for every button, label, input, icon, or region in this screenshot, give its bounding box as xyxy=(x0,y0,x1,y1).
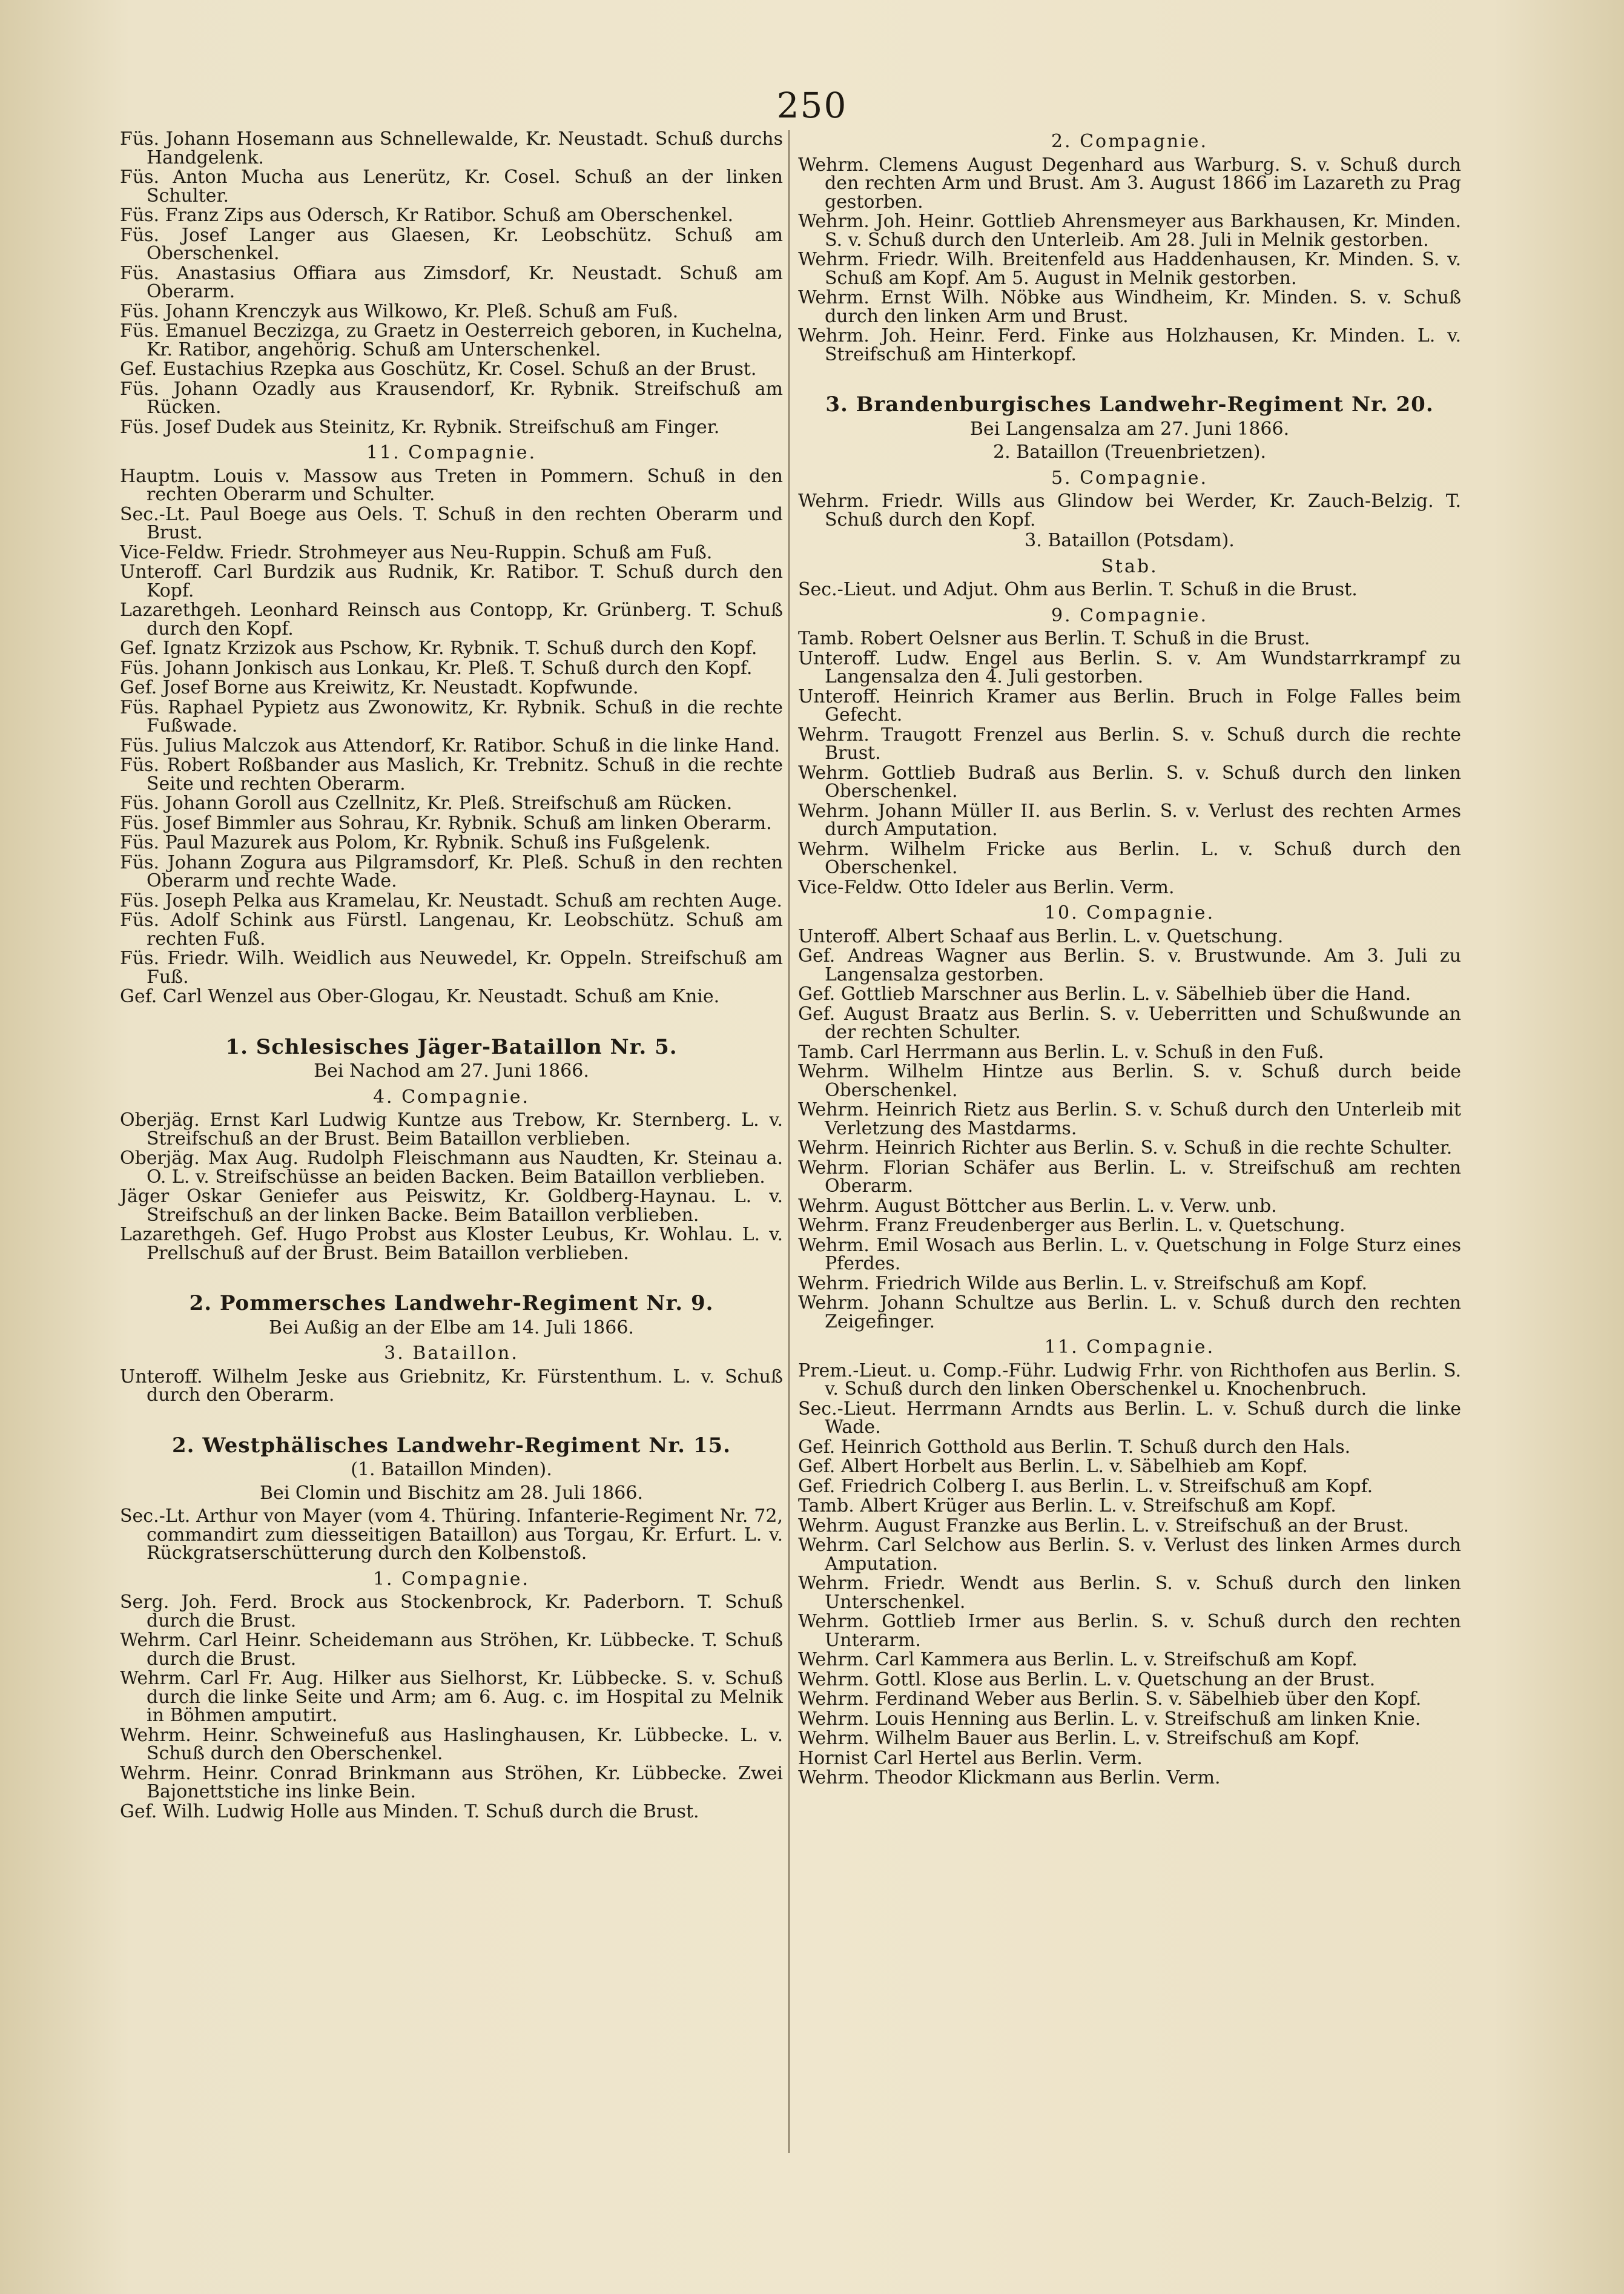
casualty-entry: Tamb. Carl Herrmann aus Berlin. L. v. Schuß in den Fuß. xyxy=(798,1041,1324,1063)
battle-date: Bei Clomin und Bischitz am 28. Juli 1866. xyxy=(259,1482,644,1504)
entry-list xyxy=(120,1507,783,1563)
casualty-entry: Wehrm. Gottlieb Irmer aus Berlin. S. v. Schuß durch den rechten Unterarm. xyxy=(798,1611,1461,1651)
casualty-entry: Wehrm. August Böttcher aus Berlin. L. v. Verw. unb. xyxy=(798,1195,1277,1217)
staff-heading: Stab. xyxy=(1101,555,1158,577)
casualty-entry: Wehrm. Johann Schultze aus Berlin. L. v. Schuß durch den rechten Zeigefinger. xyxy=(798,1292,1461,1332)
casualty-entry: Wehrm. Traugott Frenzel aus Berlin. S. v. Schuß durch die rechte Brust. xyxy=(798,724,1461,764)
casualty-entry: Unteroff. Carl Burdzik aus Rudnik, Kr. Ratibor. T. Schuß durch den Kopf. xyxy=(120,561,783,601)
casualty-entry: Tamb. Albert Krüger aus Berlin. L. v. Streifschuß am Kopf. xyxy=(798,1495,1336,1516)
casualty-entry: Wehrm. Clemens August Degenhard aus Warburg. S. v. Schuß durch den rechten Arm und Brust. Am 3. August 1866 im Lazareth zu Prag gestorben. xyxy=(798,154,1461,213)
casualty-entry: Wehrm. Friedrich Wilde aus Berlin. L. v. Streifschuß am Kopf. xyxy=(798,1272,1368,1294)
casualty-entry: Füs. Johann Hosemann aus Schnellewalde, Kr. Neustadt. Schuß durchs Handgelenk. xyxy=(120,128,783,168)
column-divider xyxy=(788,130,790,2153)
casualty-entry: Wehrm. Joh. Heinr. Ferd. Finke aus Holzhausen, Kr. Minden. L. v. Streifschuß am Hinterkopf. xyxy=(798,325,1461,365)
casualty-entry: Prem.-Lieut. u. Comp.-Führ. Ludwig Frhr. von Richthofen aus Berlin. S. v. Schuß durch den linken Oberschenkel u. Knochenbruch. xyxy=(798,1360,1461,1400)
casualty-entry: Füs. Josef Dudek aus Steinitz, Kr. Rybnik. Streifschuß am Finger. xyxy=(120,416,720,438)
entry-list xyxy=(798,1362,1461,1788)
company-heading: 9. Compagnie. xyxy=(1051,604,1209,626)
entry-list xyxy=(120,465,783,1007)
casualty-entry: Wehrm. Franz Freudenberger aus Berlin. L. v. Quetschung. xyxy=(798,1215,1345,1236)
casualty-entry: Wehrm. Friedr. Wendt aus Berlin. S. v. Schuß durch den linken Unterschenkel. xyxy=(798,1573,1461,1613)
company-heading: 1. Compagnie. xyxy=(372,1568,530,1590)
entry-list xyxy=(120,1593,783,1821)
casualty-entry: Gef. Carl Wenzel aus Ober-Glogau, Kr. Neustadt. Schuß am Knie. xyxy=(120,986,720,1007)
casualty-entry: Füs. Joseph Pelka aus Kramelau, Kr. Neustadt. Schuß am rechten Auge. xyxy=(120,890,782,911)
casualty-entry: Gef. Albert Horbelt aus Berlin. L. v. Säbelhieb am Kopf. xyxy=(798,1456,1308,1477)
casualty-entry: Wehrm. Friedr. Wills aus Glindow bei Werder, Kr. Zauch-Belzig. T. Schuß durch den Kopf. xyxy=(798,491,1461,531)
casualty-entry: Wehrm. Theodor Klickmann aus Berlin. Verm. xyxy=(798,1767,1221,1788)
casualty-entry: Wehrm. Gottl. Klose aus Berlin. L. v. Quetschung an der Brust. xyxy=(798,1668,1376,1690)
casualty-entry: Gef. Gottlieb Marschner aus Berlin. L. v. Säbelhieb über die Hand. xyxy=(798,983,1411,1005)
casualty-entry: Füs. Anastasius Offiara aus Zimsdorf, Kr. Neustadt. Schuß am Oberarm. xyxy=(120,262,783,302)
casualty-entry: Wehrm. Gottlieb Budraß aus Berlin. S. v. Schuß durch den linken Oberschenkel. xyxy=(798,762,1461,802)
casualty-entry: Füs. Paul Mazurek aus Polom, Kr. Rybnik. Schuß ins Fußgelenk. xyxy=(120,832,711,853)
casualty-entry: Wehrm. Louis Henning aus Berlin. L. v. Streifschuß am linken Knie. xyxy=(798,1708,1421,1730)
entry-list xyxy=(798,156,1461,365)
casualty-entry: Unteroff. Albert Schaaf aus Berlin. L. v. Quetschung. xyxy=(798,925,1284,947)
company-heading: 2. Compagnie. xyxy=(1051,131,1209,152)
casualty-entry: Füs. Julius Malczok aus Attendorf, Kr. Ratibor. Schuß in die linke Hand. xyxy=(120,735,781,756)
casualty-entry: Gef. Josef Borne aus Kreiwitz, Kr. Neustadt. Kopfwunde. xyxy=(120,677,639,698)
casualty-entry: Tamb. Robert Oelsner aus Berlin. T. Schuß in die Brust. xyxy=(798,628,1310,649)
casualty-entry: Wehrm. Carl Heinr. Scheidemann aus Ströhen, Kr. Lübbecke. T. Schuß durch die Brust. xyxy=(120,1630,783,1670)
casualty-entry: Wehrm. Friedr. Wilh. Breitenfeld aus Haddenhausen, Kr. Minden. S. v. Schuß am Kopf. Am 5. August in Melnik gestorben. xyxy=(798,249,1461,289)
casualty-entry: Wehrm. Emil Wosach aus Berlin. L. v. Quetschung in Folge Sturz eines Pferdes. xyxy=(798,1234,1461,1274)
casualty-entry: Wehrm. Florian Schäfer aus Berlin. L. v. Streifschuß am rechten Oberarm. xyxy=(798,1157,1461,1197)
casualty-entry: Wehrm. Wilhelm Fricke aus Berlin. L. v. Schuß durch den Oberschenkel. xyxy=(798,838,1461,878)
casualty-entry: Füs. Johann Krenczyk aus Wilkowo, Kr. Pleß. Schuß am Fuß. xyxy=(120,300,679,322)
casualty-entry: Wehrm. August Franzke aus Berlin. L. v. Streifschuß an der Brust. xyxy=(798,1515,1409,1536)
casualty-entry: Füs. Josef Bimmler aus Sohrau, Kr. Rybnik. Schuß am linken Oberarm. xyxy=(120,812,772,834)
casualty-entry: Gef. August Braatz aus Berlin. S. v. Ueberritten und Schußwunde an der rechten Schulter. xyxy=(798,1003,1461,1043)
casualty-entry: Füs. Johann Zogura aus Pilgramsdorf, Kr. Pleß. Schuß in den rechten Oberarm und rechte Wade. xyxy=(120,851,783,891)
entry-list xyxy=(120,1368,783,1405)
casualty-entry: Unteroff. Heinrich Kramer aus Berlin. Bruch in Folge Falles beim Gefecht. xyxy=(798,686,1461,726)
left-column xyxy=(120,130,783,1822)
casualty-entry: Sec.-Lt. Paul Boege aus Oels. T. Schuß in den rechten Oberarm und Brust. xyxy=(120,503,783,543)
casualty-entry: Füs. Johann Ozadly aus Krausendorf, Kr. Rybnik. Streifschuß am Rücken. xyxy=(120,378,783,418)
casualty-entry: Lazarethgeh. Leonhard Reinsch aus Contopp, Kr. Grünberg. T. Schuß durch den Kopf. xyxy=(120,600,783,640)
casualty-entry: Füs. Raphael Pypietz aus Zwonowitz, Kr. Rybnik. Schuß in die rechte Fußwade. xyxy=(120,696,783,736)
casualty-entry: Gef. Andreas Wagner aus Berlin. S. v. Brustwunde. Am 3. Juli zu Langensalza gestorben. xyxy=(798,945,1461,985)
casualty-entry: Unteroff. Ludw. Engel aus Berlin. S. v. Am Wundstarrkrampf zu Langensalza den 4. Juli gestorben. xyxy=(798,647,1461,687)
casualty-entry: Unteroff. Wilhelm Jeske aus Griebnitz, Kr. Fürstenthum. L. v. Schuß durch den Oberarm. xyxy=(120,1366,783,1406)
casualty-entry: Wehrm. Heinrich Rietz aus Berlin. S. v. Schuß durch den Unterleib mit Verletzung des Mastdarms. xyxy=(798,1099,1461,1139)
entry-list xyxy=(798,925,1461,1332)
casualty-entry: Füs. Emanuel Beczizga, zu Graetz in Oesterreich geboren, in Kuchelna, Kr. Ratibor, angehörig. Schuß am Unterschenkel. xyxy=(120,320,783,360)
right-column xyxy=(798,130,1461,1789)
casualty-entry: Sec.-Lieut. und Adjut. Ohm aus Berlin. T. Schuß in die Brust. xyxy=(798,579,1358,600)
page-number: 250 xyxy=(776,85,848,126)
casualty-entry: Gef. Heinrich Gotthold aus Berlin. T. Schuß durch den Hals. xyxy=(798,1436,1351,1458)
entry-list xyxy=(120,1111,783,1263)
casualty-entry: Wehrm. Johann Müller II. aus Berlin. S. v. Verlust des rechten Armes durch Amputation. xyxy=(798,800,1461,840)
company-heading: 11. Compagnie. xyxy=(1044,1337,1215,1358)
company-heading: 10. Compagnie. xyxy=(1044,902,1215,924)
casualty-entry: Gef. Wilh. Ludwig Holle aus Minden. T. Schuß durch die Brust. xyxy=(120,1800,699,1822)
casualty-entry: Lazarethgeh. Gef. Hugo Probst aus Kloster Leubus, Kr. Wohlau. L. v. Prellschuß auf der Brust. Beim Bataillon verblieben. xyxy=(120,1224,783,1264)
casualty-entry: Serg. Joh. Ferd. Brock aus Stockenbrock, Kr. Paderborn. T. Schuß durch die Brust. xyxy=(120,1592,783,1631)
casualty-entry: Füs. Robert Roßbander aus Maslich, Kr. Trebnitz. Schuß in die rechte Seite und rechten Oberarm. xyxy=(120,755,783,795)
casualty-entry: Füs. Josef Langer aus Glaesen, Kr. Leobschütz. Schuß am Oberschenkel. xyxy=(120,224,783,264)
entry-list xyxy=(798,581,1461,600)
casualty-entry: Jäger Oskar Geniefer aus Peiswitz, Kr. Goldberg-Haynau. L. v. Streifschuß an der linken Backe. Beim Bataillon verblieben. xyxy=(120,1186,783,1226)
regiment-heading: 2. Westphälisches Landwehr-Regiment Nr. 15. xyxy=(172,1433,731,1458)
battle-date: Bei Langensalza am 27. Juni 1866. xyxy=(969,418,1290,440)
regiment-heading: 1. Schlesisches Jäger-Bataillon Nr. 5. xyxy=(225,1034,678,1059)
casualty-entry: Wehrm. Heinrich Richter aus Berlin. S. v. Schuß in die rechte Schulter. xyxy=(798,1137,1453,1159)
casualty-entry: Hornist Carl Hertel aus Berlin. Verm. xyxy=(798,1747,1143,1769)
entry-list xyxy=(798,630,1461,897)
battalion-heading: 3. Bataillon (Potsdam). xyxy=(1025,530,1235,551)
casualty-entry: Wehrm. Heinr. Conrad Brinkmann aus Ströhen, Kr. Lübbecke. Zwei Bajonettstiche ins linke Bein. xyxy=(120,1762,783,1802)
casualty-entry: Wehrm. Carl Kammera aus Berlin. L. v. Streifschuß am Kopf. xyxy=(798,1649,1358,1670)
battalion-heading: 2. Bataillon (Treuenbrietzen). xyxy=(992,441,1266,463)
casualty-entry: Wehrm. Heinr. Schweinefuß aus Haslinghausen, Kr. Lübbecke. L. v. Schuß durch den Oberschenkel. xyxy=(120,1724,783,1764)
casualty-entry: Wehrm. Wilhelm Bauer aus Berlin. L. v. Streifschuß am Kopf. xyxy=(798,1728,1360,1749)
casualty-entry: Gef. Friedrich Colberg I. aus Berlin. L. v. Streifschuß am Kopf. xyxy=(798,1475,1373,1497)
casualty-entry: Gef. Eustachius Rzepka aus Goschütz, Kr. Cosel. Schuß an der Brust. xyxy=(120,359,757,380)
casualty-entry: Sec.-Lt. Arthur von Mayer (vom 4. Thüring. Infanterie-Regiment Nr. 72, commandirt zum diesseitigen Bataillon) aus Torgau, Kr. Erfurt. L. v. Rückgratserschütterung durch den Kolbenstoß. xyxy=(120,1506,783,1564)
casualty-entry: Sec.-Lieut. Herrmann Arndts aus Berlin. L. v. Schuß durch die linke Wade. xyxy=(798,1398,1461,1438)
casualty-entry: Gef. Ignatz Krzizok aus Pschow, Kr. Rybnik. T. Schuß durch den Kopf. xyxy=(120,638,758,659)
casualty-entry: Wehrm. Carl Selchow aus Berlin. S. v. Verlust des linken Armes durch Amputation. xyxy=(798,1535,1461,1575)
battalion-heading: 3. Bataillon. xyxy=(384,1343,519,1364)
casualty-entry: Wehrm. Ernst Wilh. Nöbke aus Windheim, Kr. Minden. S. v. Schuß durch den linken Arm und Brust. xyxy=(798,287,1461,327)
entry-list xyxy=(120,130,783,437)
company-heading: 4. Compagnie. xyxy=(372,1086,530,1108)
company-heading: 5. Compagnie. xyxy=(1051,467,1209,489)
casualty-entry: Füs. Johann Goroll aus Czellnitz, Kr. Pleß. Streifschuß am Rücken. xyxy=(120,793,733,814)
casualty-entry: Oberjäg. Max Aug. Rudolph Fleischmann aus Naudten, Kr. Steinau a. O. L. v. Streifschüsse an beiden Backen. Beim Bataillon verblieben. xyxy=(120,1148,783,1188)
casualty-entry: Wehrm. Wilhelm Hintze aus Berlin. S. v. Schuß durch beide Oberschenkel. xyxy=(798,1061,1461,1101)
regiment-heading: 3. Brandenburgisches Landwehr-Regiment Nr. 20. xyxy=(825,392,1434,417)
casualty-entry: Wehrm. Joh. Heinr. Gottlieb Ahrensmeyer aus Barkhausen, Kr. Minden. S. v. Schuß durch den Unterleib. Am 28. Juli in Melnik gestorben. xyxy=(798,211,1461,251)
casualty-entry: Wehrm. Ferdinand Weber aus Berlin. S. v. Säbelhieb über den Kopf. xyxy=(798,1688,1422,1710)
casualty-entry: Vice-Feldw. Otto Ideler aus Berlin. Verm. xyxy=(798,876,1175,898)
casualty-entry: Füs. Johann Jonkisch aus Lonkau, Kr. Pleß. T. Schuß durch den Kopf. xyxy=(120,657,753,679)
casualty-entry: Hauptm. Louis v. Massow aus Treten in Pommern. Schuß in den rechten Oberarm und Schulter. xyxy=(120,465,783,505)
casualty-entry: Füs. Adolf Schink aus Fürstl. Langenau, Kr. Leobschütz. Schuß am rechten Fuß. xyxy=(120,910,783,950)
battalion-subtitle: (1. Bataillon Minden). xyxy=(351,1459,552,1480)
entry-list xyxy=(798,492,1461,529)
battle-date: Bei Nachod am 27. Juni 1866. xyxy=(314,1060,589,1082)
casualty-entry: Füs. Anton Mucha aus Lenerütz, Kr. Cosel. Schuß an der linken Schulter. xyxy=(120,167,783,207)
battle-date: Bei Außig an der Elbe am 14. Juli 1866. xyxy=(269,1317,634,1338)
casualty-entry: Wehrm. Carl Fr. Aug. Hilker aus Sielhorst, Kr. Lübbecke. S. v. Schuß durch die linke Seite und Arm; am 6. Aug. c. im Hospital zu Melnik in Böhmen amputirt. xyxy=(120,1668,783,1726)
casualty-entry: Vice-Feldw. Friedr. Strohmeyer aus Neu-Ruppin. Schuß am Fuß. xyxy=(120,541,713,563)
casualty-entry: Füs. Friedr. Wilh. Weidlich aus Neuwedel, Kr. Oppeln. Streifschuß am Fuß. xyxy=(120,948,783,988)
company-heading: 11. Compagnie. xyxy=(366,442,537,463)
casualty-entry: Oberjäg. Ernst Karl Ludwig Kuntze aus Trebow, Kr. Sternberg. L. v. Streifschuß an der Brust. Beim Bataillon verblieben. xyxy=(120,1109,783,1149)
regiment-heading: 2. Pommersches Landwehr-Regiment Nr. 9. xyxy=(189,1291,714,1315)
casualty-entry: Füs. Franz Zips aus Odersch, Kr Ratibor. Schuß am Oberschenkel. xyxy=(120,205,733,226)
